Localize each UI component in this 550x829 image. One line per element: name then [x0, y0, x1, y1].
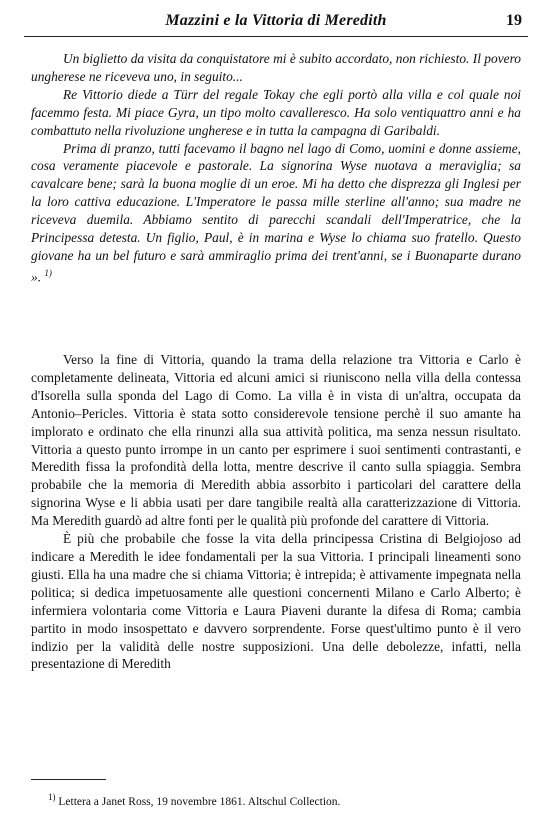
page-number: 19 — [506, 12, 522, 29]
footnote-rule — [31, 779, 106, 780]
quoted-letter — [31, 50, 521, 286]
footnote-mark: 1) — [48, 792, 56, 802]
body-paragraph: È più che probabile che fosse la vita della principessa Cristina di Belgiojoso ad indicare a Meredith le idee fondamentali per la sua Vittoria. I principali lineamenti sono giusti. Ella ha una madre che si chiama Vittoria; è intrepida; è attivamente impegnata nella politica; si dedica impetuosamente alle questioni concernenti Milano e Carlo Alberto; è infermiera volontaria come Vittoria e Laura Piaveni durante la difesa di Roma; cambia partito in modo insospettato e davvero sorprendente. Forse quest'ultimo punto è il vero indizio per la validità delle nostre supposizioni. Una delle debolezze, infatti, nella presentazione di Meredith — [31, 531, 521, 672]
footnote-text: Lettera a Janet Ross, 19 novembre 1861. Altschul Collection. — [58, 795, 341, 808]
quote-paragraph-text: Prima di pranzo, tutti facevamo il bagno nel lago di Como, uomini e donne assieme, cosa veramente piacevole e pastorale. La signorina Wyse nuotava a meraviglia; sa cavalcare bene; sarà la buona moglie di un eroe. Mi ha detto che disprezza gli Inglesi per la loro cattiva educazione. L'Imperatore le passa mille sterline all'anno; sua madre ne riceveva duemila. Abbiamo sentito di parecchi scandali dell'Imperatrice, che la Principessa detesta. Un figlio, Paul, è in marina e Wyse lo chiama suo fratello. Questo giovane ha un bel futuro e sarà ammiraglio prima dei trent'anni, se i Buonaparte durano ». — [31, 140, 521, 285]
footnote — [48, 792, 340, 808]
quote-paragraph: Re Vittorio diede a Türr del regale Tokay che egli portò alla villa e col quale noi facemmo festa. Mi piace Gyra, un tipo molto cavalleresco. Ha solo ventiquattro anni e ha combattuto nella rivoluzione ungherese e in tutta la campagna di Garibaldi. — [31, 86, 521, 138]
running-header — [24, 10, 528, 34]
footnote-reference: 1) — [44, 267, 52, 278]
quote-paragraph: Un biglietto da visita da conquistatore mi è subito accordato, non richiesto. Il povero ungherese ne riceveva uno, in seguito... — [31, 51, 521, 84]
header-rule — [24, 36, 528, 37]
body-paragraph: Verso la fine di Vittoria, quando la trama della relazione tra Vittoria e Carlo è completamente delineata, Vittoria ed alcuni amici si riuniscono nella villa della contessa d'Isorella sulla sponda del Lago di Como. La villa è in vista di un'altra, occupata da Antonio–Pericles. Vittoria è stata sotto considerevole tensione perchè il suo amante ha implorato e ordinato che ella rinunzi alla sua attività politica, ma senza nessun risultato. Vittoria a questo punto irrompe in un canto per esprimere i suoi sentimenti contrastanti, e Meredith fissa la profondità della lotta, mentre descrive il canto sulla spiaggia. Sembra probabile che la memoria di Meredith abbia assorbito i particolari del carattere della signorina Wyse e li abbia usati per dare tangibile realtà alla caratterizzazione di Vittoria. Ma Meredith guardò ad altre fonti per le qualità più profonde del carattere di Vittoria. — [31, 352, 521, 529]
running-title: Mazzini e la Vittoria di Meredith — [165, 12, 387, 29]
quote-paragraph — [31, 140, 521, 287]
main-text — [31, 351, 521, 673]
